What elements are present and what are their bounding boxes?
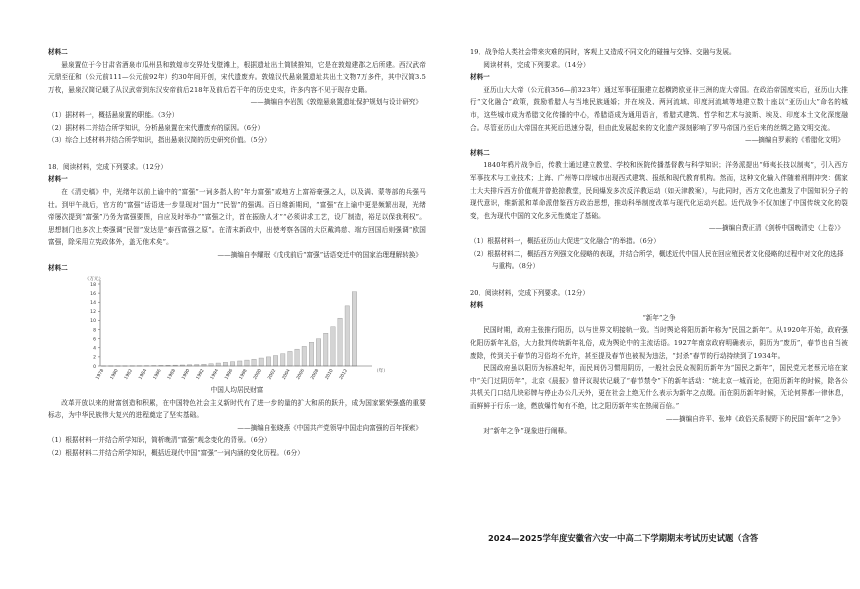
y-tick-label: 14: [90, 301, 96, 307]
wealth-bar: [316, 339, 320, 366]
wealth-bar: [345, 306, 349, 366]
y-tick-label: 0: [93, 364, 96, 370]
question-1: （1）据材料一，概括悬泉置的职能。（3分）: [48, 110, 179, 119]
q20-paragraph-1: 民国时期，政府主张推行阳历，以与世界文明接轨一致。当时舆论将阳历新年称为“民国之新年”。从1920年开始，政府强化阳历新年礼俗，大力批判传统新年礼俗，成为舆论中的主流话语。1927年南京政府明确表示，阴历为“废历”，春节也自当被废除，传到关于春节的习俗均不允许，甚至提及春节也被视为违法，“封杀”春节的行动持续到了1934年。: [470, 326, 848, 360]
wealth-bar: [338, 318, 342, 366]
wealth-bar: [324, 333, 328, 366]
chart-caption: 中国人均居民财富: [210, 386, 264, 395]
wealth-bar: [309, 342, 313, 366]
y-tick-label: 18: [90, 282, 96, 288]
q18-material-two-paragraph: 改革开放以来的财富创造和积累，在中国特色社会主义新时代有了进一步的量的扩大和质的跃升，成为国家繁荣强盛的重要标志，为中华民族伟大复兴的进程奠定了坚实基础。: [48, 398, 426, 420]
wealth-bar: [216, 363, 220, 366]
y-tick-label: 10: [90, 319, 96, 325]
wealth-chart: [48, 274, 426, 384]
x-tick-label: 2008: [310, 368, 321, 381]
x-tick-label: 2010: [324, 368, 335, 381]
y-tick-label: 12: [90, 310, 96, 316]
wealth-bar: [331, 327, 335, 366]
x-tick-label: 1992: [195, 368, 206, 381]
x-tick-label: 1996: [224, 368, 235, 381]
y-tick-label: 8: [93, 328, 96, 334]
q18-material-one-label: 材料一: [48, 175, 68, 184]
wealth-bar: [252, 359, 256, 366]
wealth-bar-chart: [48, 274, 426, 384]
x-tick-label: 1994: [210, 368, 220, 381]
q19-material-one-source: ——摘编自罗素的《希腊化文明》: [745, 136, 844, 145]
y-tick-label: 2: [93, 355, 96, 361]
question-19-heading: 阅读材料，完成下列要求。（14分）: [483, 60, 590, 69]
q20-source: ——摘编自许平、张坤《政俗关系视野下的民国“新年”之争》: [665, 414, 844, 423]
y-axis-unit-label: （万元）: [84, 277, 104, 283]
x-axis-unit-label: （年）: [374, 369, 388, 375]
x-tick-label: 1980: [109, 368, 120, 381]
question-2: （2）据材料二并结合所学知识，分析悬泉置在宋代遭废弃的原因。（6分）: [48, 123, 265, 132]
q18-material-one-source: ——摘编自李耀珉《戊戌前后“富强”话语变迁中的国家治理理解转换》: [217, 250, 422, 259]
wealth-bar: [209, 364, 213, 366]
q20-requirement: 对“新年之争”现象进行阐释。: [483, 427, 572, 436]
q20-title: “新年”之争: [642, 313, 676, 322]
material-two-source: ——摘编自李岩凯《敦煌悬泉置遗址保护规划与设计研究》: [250, 98, 422, 107]
q20-paragraph-2: 民国政府虽以阳历为标准纪年，而民间仍习惯用阴历，一般社会民众视阴历新年为“国民之新年”，国民党元老蔡元培在家中“关门过阴历年”，北京《晨报》曾评议现状记载了“春节禁令”下的新年活动：“统北京一城而论，在阳历新年的时候，除各公共机关门口结几块彩牌与停止办公几天外，更在社会上绝无什么表示为新年之点缀。而在阴历新年时候，无论何界都一律休息，而鲜鲜于行乐一途，燃放爆竹甸有不绝，比之阳历新年实在热闹百倍。”: [470, 364, 848, 411]
wealth-bar: [245, 360, 249, 366]
question-19-2: （2）根据材料二，概括西方列强文化侵略的表现，并结合所学，概述近代中国人民在回应殖民者文化侵略的过程中对文化的选择与重构。（8分）: [470, 249, 844, 271]
x-tick-label: 1984: [138, 368, 149, 381]
x-tick-label: 2006: [296, 368, 306, 381]
x-tick-label: 2012: [339, 368, 349, 381]
question-18-1: （1）根据材料一并结合所学知识，简析晚清“富强”观念变化的背景。（6分）: [48, 436, 271, 445]
x-tick-label: 2004: [281, 368, 292, 381]
wealth-bar: [295, 349, 299, 366]
wealth-bar: [238, 361, 242, 366]
question-20-heading: 20．阅读材料，完成下列要求。（12分）: [470, 288, 589, 297]
material-two-paragraph: 悬泉置位于今甘肃省酒泉市瓜州县和敦煌市交界处戈壁滩上，根据遗址出土简牍推知，它是在敦煌建郡之后所建。西汉武帝元鼎至征和（公元前111—公元前92年）约30年间开创，宋代遗废弃。敦煌汉代悬泉置遗址共出土文物7万多件，其中汉简3.5万枚，悬泉汉简记载了从汉武帝到东汉安帝前后218年及前后若干年的历史史实，许多内容不见于现存史籍。: [48, 60, 426, 94]
q19-material-one-label: 材料一: [470, 73, 490, 82]
q19-material-two-paragraph: 1840年鸦片战争后，传教士通过建立教堂、学校和医院传播基督教与科学知识；洋务派提出“师夷长技以制夷”，引入西方军事技术与工业技术；上海、广州等口岸城市出现西式建筑、报纸和现代教育机构。然而，这种文化输入伴随着刑荆冲突：儒家士大夫排斥西方价值观并曾抢掠教堂，民间爆发多次反洋教运动（如天津教案），与此同时，西方文化也激发了中国知识分子的现代意识，维新派和革命派借鉴西方政治思想，推动科举制度改革与现代化运动兴起。近代战争不仅加速了中国传统文化的裂变，也为现代中国的文化多元性奠定了基础。: [470, 161, 848, 220]
x-tick-label: 2002: [267, 368, 278, 381]
wealth-bar: [352, 292, 356, 366]
q20-material-label: 材料: [470, 301, 484, 310]
wealth-bar: [223, 362, 227, 366]
right-column: [470, 0, 848, 589]
x-tick-label: 1998: [238, 368, 249, 381]
question-18-heading: 18．阅读材料，完成下列要求。（12分）: [48, 162, 167, 171]
x-tick-label: 1982: [124, 368, 134, 381]
wealth-bar: [259, 358, 263, 366]
wealth-bar: [230, 362, 234, 366]
q18-material-two-label: 材料二: [48, 263, 68, 272]
x-tick-label: 1978: [95, 368, 106, 381]
y-tick-label: 16: [90, 292, 96, 298]
exam-footer-title: 2024—2025学年度安徽省六安一中高二下学期期末考试历史试题（含答: [488, 533, 759, 543]
wealth-bar: [281, 354, 285, 366]
x-tick-label: 1986: [152, 368, 163, 381]
q19-material-one-paragraph: 亚历山大大帝（公元前356—前323年）通过军事征服建立起横跨欧亚非三洲的庞大帝国。在政治帝国度实后，亚历山大推行“文化融合”政策，鼓励希腊人与当地民族通婚；并在埃及、两河流域、印度河流域等地建立数十座以“亚历山大”命名的城市，这些城市成为希腊文化传播的中心，希腊语成为通用语言，希腊式建筑、哲学和艺术与波斯、埃及、印度本土文化深度融合。尽管亚历山大帝国在其死后迅速分裂，但由此发展起来的文化遗产深刻影响了罗马帝国乃至后来的丝绸之路文明交流。: [470, 85, 848, 132]
q19-material-two-label: 材料二: [470, 148, 490, 157]
wealth-bar: [266, 357, 270, 366]
q18-material-one-paragraph: 在《清史稿》中，光绪年以前上谕中的“富强”一词多指人的“年力富强”或地方上富裕豪强之人，以及满、蒙等部的兵强马壮。到甲午战后，官方的“富强”话语进一步显现对“国力”“民智”的强调。百日维新期间，“富强”在上谕中更是频繁出现，光绪帝屡次提到“富强”乃务为富强要图，自应及时举办”“富强之计，首在振励人才”“必须讲求工艺，设厂制造，裕足以保我利权”。思想制门也多次上奏强调“民智”发达是“泰西富强之原”。在清末新政中，出使考察各国的大臣戴鸿慈、端方回国后则强调“欧国富强，除采用立宪政体外，盖无他术矣”。: [48, 187, 426, 247]
material-two-label: 材料二: [48, 48, 68, 56]
question-19-1: （1）根据材料一，概括亚历山大促进“文化融合”的举措。（6分）: [470, 236, 660, 245]
y-tick-label: 4: [93, 346, 96, 352]
question-18-2: （2）根据材料二并结合所学知识，概括近现代中国“富强”一词内涵的变化历程。（6分）: [48, 449, 304, 458]
question-3: （3）综合上述材料并结合所学知识，指出悬泉汉简的历史研究价值。（5分）: [48, 136, 271, 145]
x-tick-label: 2000: [253, 368, 263, 381]
y-tick-label: 6: [93, 337, 96, 343]
question-19-intro: 19．战争给人类社会带来灾难的同时，客观上又造成不同文化的碰撞与交锋、交融与发展。: [470, 48, 736, 56]
wealth-bar: [302, 347, 306, 367]
x-tick-label: 1988: [167, 368, 177, 381]
wealth-bar: [288, 352, 292, 367]
x-tick-label: 1990: [181, 368, 192, 381]
wealth-bar: [273, 356, 277, 366]
q18-material-two-source: ——摘编自张晓燕《中国共产党领导中国走向富强的百年探索》: [237, 423, 422, 432]
q19-material-two-source: ——摘编自费正清《剑桥中国晚清史（上卷）》: [708, 224, 844, 233]
left-column: [48, 0, 426, 589]
